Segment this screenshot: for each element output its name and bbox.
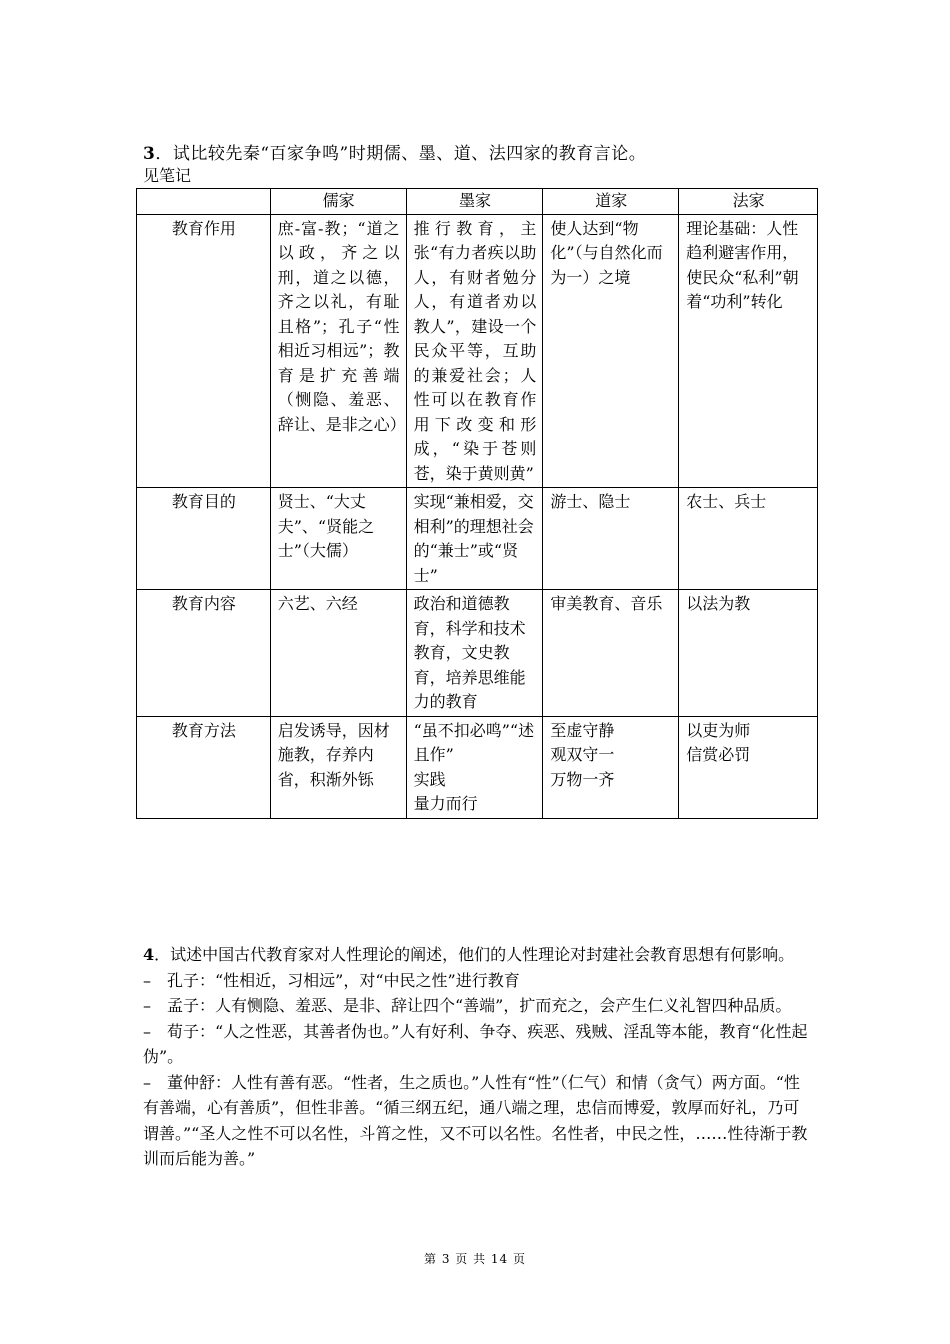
question-3-text: ．试比较先秦“百家争鸣”时期儒、墨、道、法四家的教育言论。 [155, 144, 647, 164]
table-cell: 使人达到“物化”（与自然化而为一）之境 [543, 214, 679, 488]
list-item: – 荀子：“人之性恶，其善者伪也。”人有好利、争夺、疾恶、残贼、淫乱等本能，教育“化性起伪”。 [143, 1021, 808, 1066]
table-row-education-function [137, 214, 818, 488]
table-cell: 庶-富-教；“道之以政，齐之以刑，道之以德，齐之以礼，有耻且格”；孔子“性相近习相远”；教育是扩充善端（恻隐、羞恶、辞让、是非之心） [270, 214, 406, 488]
row-label: 教育作用 [137, 214, 271, 488]
page-footer: 第 3 页 共 14 页 [424, 1252, 526, 1266]
header-cell-mohist: 墨家 [406, 189, 543, 215]
list-item: – 孟子：人有恻隐、羞恶、是非、辞让四个“善端”，扩而充之，会产生仁义礼智四种品质。 [143, 996, 792, 1015]
table-cell: 以吏为师 信赏必罚 [679, 716, 818, 818]
header-cell-empty [137, 189, 271, 215]
table-header-row [137, 189, 818, 215]
row-label: 教育内容 [137, 590, 271, 717]
table-row-education-aim [137, 488, 818, 590]
table-cell: 六艺、六经 [270, 590, 406, 717]
table-cell: 至虚守静 观双守一 万物一齐 [543, 716, 679, 818]
list-item: – 董仲舒：人性有善有恶。“性者，生之质也。”人性有“性”（仁气）和情（贪气）两方面。“性有善端，心有善质”，但性非善。“循三纲五纪，通八端之理，忠信而博爱，敦厚而好礼，乃可谓善。”“圣人之性不可以名性，斗筲之性，又不可以名性。名性者，中民之性，……性待渐于教训而后能为善。” [143, 1072, 808, 1168]
schools-comparison-table [136, 188, 818, 819]
row-label: 教育方法 [137, 716, 271, 818]
question-3-number: 3 [143, 144, 156, 164]
table-cell: 游士、隐士 [543, 488, 679, 590]
table-cell: 以法为教 [679, 590, 818, 717]
question-4-text: ．试述中国古代教育家对人性理论的阐述，他们的人性理论对封建社会教育思想有何影响。 [154, 945, 795, 964]
question-4-number: 4 [143, 945, 155, 964]
table-cell: 实现“兼相爱，交相利”的理想社会的“兼士”或“贤士” [406, 488, 543, 590]
table-cell: 政治和道德教育，科学和技术教育，文史教育，培养思维能力的教育 [406, 590, 543, 717]
table-cell: “虽不扣必鸣”“述且作” 实践 量力而行 [406, 716, 543, 818]
header-cell-legalist: 法家 [679, 189, 818, 215]
table-row-education-content [137, 590, 818, 717]
table-row-education-method [137, 716, 818, 818]
question-3-title [143, 139, 646, 164]
table-cell: 贤士、“大丈夫”、“贤能之士”（大儒） [270, 488, 406, 590]
table-cell: 理论基础：人性趋利避害作用，使民众“私利”朝着“功利”转化 [679, 214, 818, 488]
row-label: 教育目的 [137, 488, 271, 590]
table-cell: 审美教育、音乐 [543, 590, 679, 717]
table-cell: 推行教育，主张“有力者疾以助人，有财者勉分人，有道者劝以教人”，建设一个民众平等，互助的兼爱社会；人性可以在教育作用下改变和形成，“染于苍则苍，染于黄则黄” [406, 214, 543, 488]
table-cell: 启发诱导，因材施教，存养内省，积渐外铄 [270, 716, 406, 818]
question-3-note: 见笔记 [143, 166, 192, 185]
header-cell-taoist: 道家 [543, 189, 679, 215]
question-4-title [143, 942, 813, 968]
question-4-section [143, 942, 813, 1172]
table-cell: 农士、兵士 [679, 488, 818, 590]
header-cell-confucian: 儒家 [270, 189, 406, 215]
list-item: – 孔子：“性相近，习相远”，对“中民之性”进行教育 [143, 970, 520, 990]
